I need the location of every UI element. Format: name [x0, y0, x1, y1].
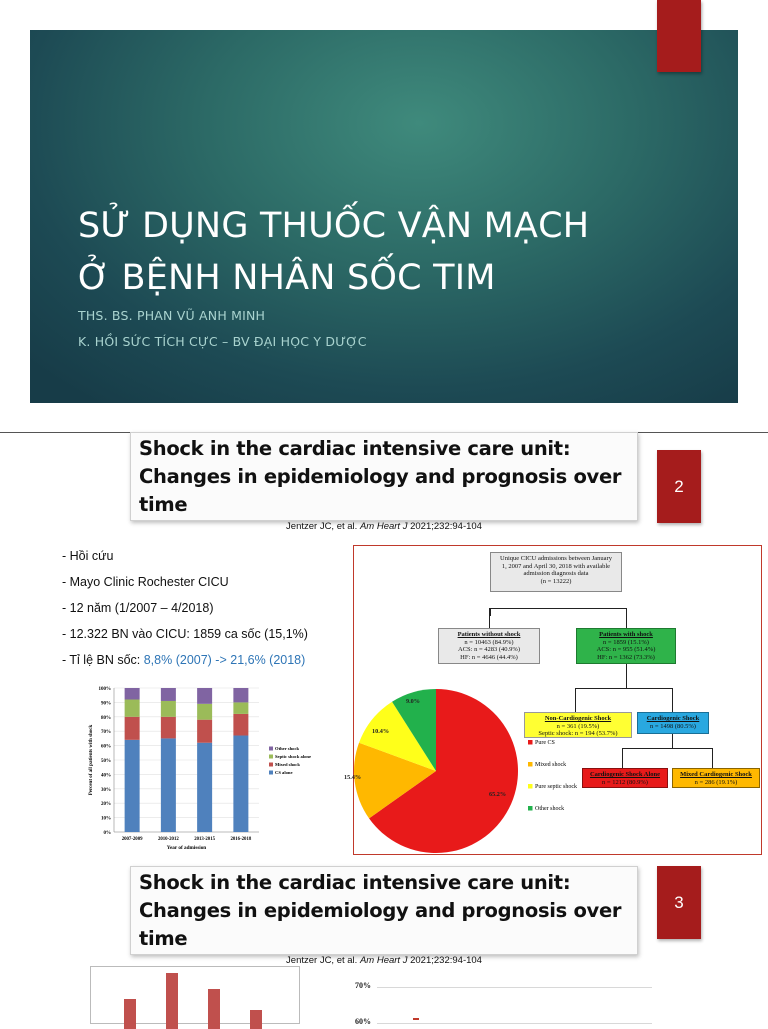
- y-axis-title: Percent of all patients with shock: [89, 724, 94, 796]
- connector-line: [626, 664, 627, 688]
- bar-segment: [233, 714, 248, 736]
- stacked-bar-chart: [86, 680, 336, 850]
- y-tick-label: 20%: [101, 802, 111, 808]
- slide2-heading-line1: Shock in the cardiac intensive care unit:: [139, 437, 571, 460]
- slide3-left-chart: [90, 966, 300, 1024]
- legend-swatch: [528, 784, 533, 789]
- citation-authors: Jentzer JC, et al.: [286, 955, 358, 966]
- connector-line: [490, 608, 491, 616]
- bullet-item: - 12 năm (1/2007 – 4/2018): [62, 601, 214, 615]
- bar-segment: [125, 688, 140, 700]
- flow-root-node: [490, 552, 622, 592]
- y-tick-label: 0%: [103, 831, 111, 836]
- bar-segment: [125, 740, 140, 832]
- slide-author: THS. BS. PHAN VŨ ANH MINH: [78, 308, 266, 323]
- y-tick-label: 60%: [355, 1017, 371, 1026]
- connector-line: [489, 608, 627, 609]
- legend-label: Pure CS: [535, 740, 555, 746]
- flow-node-line: ACS: n = 955 (51.4%): [596, 646, 656, 653]
- chart-bar: [124, 999, 136, 1029]
- citation-ref: 2021;232:94-104: [410, 955, 482, 966]
- chart-bar: [208, 989, 220, 1029]
- slide3-heading-line2: Changes in epidemiology and prognosis over: [139, 899, 622, 922]
- connector-line: [672, 688, 673, 712]
- slide2-number: 2: [657, 450, 701, 523]
- legend-swatch: [528, 762, 533, 767]
- pie-value-label: 15.4%: [344, 774, 362, 781]
- slide2-heading-line2: Changes in epidemiology and prognosis over: [139, 465, 622, 488]
- bar-segment: [161, 738, 176, 832]
- flow-node-line: n = 1859 (15.1%): [603, 638, 649, 646]
- flow-node-line: n = 361 (19.5%): [556, 722, 600, 730]
- legend-swatch: [269, 747, 273, 751]
- slide-title-line1: SỬ DỤNG THUỐC VẬN MẠCH: [78, 206, 590, 246]
- y-tick-label: 50%: [101, 759, 111, 764]
- flow-node-line: ACS: n = 4283 (40.9%): [458, 646, 520, 653]
- bullet-prefix: - Tỉ lệ BN sốc:: [62, 653, 144, 667]
- y-tick-label: 30%: [101, 787, 111, 793]
- legend-label: Mixed shock: [535, 762, 567, 768]
- slide-department: K. HỒI SỨC TÍCH CỰC – BV ĐẠI HỌC Y DƯỢC: [78, 334, 367, 349]
- slide2-citation: [0, 521, 768, 532]
- gridline: [377, 1023, 652, 1024]
- bar-segment: [233, 688, 248, 702]
- y-tick-label: 90%: [101, 701, 111, 707]
- flow-shock-node: [576, 628, 676, 664]
- flow-root-line: admission diagnosis data: [523, 570, 589, 577]
- flow-node-title: Non-Cardiogenic Shock: [544, 715, 612, 722]
- flow-root-line: (n = 13222): [540, 577, 572, 585]
- x-tick-label: 2016-2018: [230, 837, 252, 842]
- bar-segment: [125, 700, 140, 717]
- flow-node-title: Patients with shock: [599, 631, 653, 638]
- slide-title-line2: Ở BỆNH NHÂN SỐC TIM: [78, 258, 496, 298]
- slide3-right-chart: [355, 975, 655, 1024]
- flow-node-line: Septic shock: n = 194 (53.7%): [538, 730, 618, 737]
- slide3-heading: [130, 866, 638, 955]
- title-slide: [30, 30, 738, 403]
- x-tick-label: 2010-2012: [157, 837, 179, 842]
- flow-node-line: n = 286 (19.1%): [694, 778, 738, 786]
- legend-swatch: [269, 771, 273, 775]
- flow-root-line: Unique CICU admissions between January: [500, 555, 612, 562]
- flow-node-title: Cardiogenic Shock: [646, 715, 700, 722]
- legend-swatch: [528, 740, 533, 745]
- bar-segment: [197, 720, 212, 743]
- gridline: [377, 987, 652, 988]
- bullet-item: - 12.322 BN vào CICU: 1859 ca sốc (15,1%): [62, 627, 308, 641]
- pie-value-label: 10.4%: [372, 728, 390, 735]
- flow-node-title: Patients without shock: [457, 631, 521, 638]
- legend-label: Septic shock alone: [275, 754, 311, 759]
- x-tick-label: 2007-2009: [121, 837, 143, 842]
- slide3-heading-line1: Shock in the cardiac intensive care unit:: [139, 871, 571, 894]
- legend-label: Other shock: [275, 746, 300, 751]
- x-tick-label: 2013-2015: [194, 837, 216, 842]
- y-tick-label: 70%: [355, 981, 371, 990]
- flow-node-line: n = 1498 (80.5%): [650, 722, 696, 730]
- flow-node-line: n = 10463 (84.9%): [464, 638, 514, 646]
- flow-node-title: Mixed Cardiogenic Shock: [680, 771, 752, 778]
- flow-mixed-node: [672, 768, 760, 788]
- pie-chart: [344, 686, 604, 856]
- flow-node-line: HF: n = 1362 (73.3%): [597, 653, 655, 661]
- citation-ref: 2021;232:94-104: [410, 521, 482, 532]
- bar-segment: [161, 688, 176, 701]
- bar-segment: [125, 717, 140, 740]
- slide-accent-tab: [657, 0, 701, 72]
- flow-no-shock-node: [438, 628, 540, 664]
- flow-node-title: Cardiogenic Shock Alone: [589, 771, 661, 778]
- bullet-highlight: 8,8% (2007) -> 21,6% (2018): [143, 653, 306, 667]
- bar-segment: [233, 736, 248, 832]
- bar-segment: [197, 688, 212, 704]
- slide-title: [78, 200, 698, 304]
- bullet-item: - Mayo Clinic Rochester CICU: [62, 575, 229, 589]
- x-axis-title: Year of admission: [166, 845, 207, 851]
- bullet-item: [62, 651, 308, 677]
- chart-bar: [166, 973, 178, 1029]
- legend-swatch: [269, 763, 273, 767]
- y-tick-label: 10%: [101, 816, 111, 822]
- flow-root-line: 1, 2007 and April 30, 2018 with available: [501, 562, 611, 570]
- bullet-list: [62, 547, 308, 677]
- line-marker: [413, 1018, 419, 1020]
- citation-journal: Am Heart J: [359, 521, 408, 532]
- flow-node-line: HF: n = 4646 (44.4%): [460, 653, 518, 661]
- y-tick-label: 100%: [98, 687, 111, 692]
- bar-segment: [197, 704, 212, 720]
- bullet-item: - Hồi cứu: [62, 549, 114, 563]
- legend-swatch: [269, 755, 273, 759]
- citation-journal: Am Heart J: [359, 955, 408, 966]
- legend-swatch: [528, 806, 533, 811]
- pie-value-label: 65.2%: [489, 791, 507, 798]
- bar-segment: [161, 701, 176, 717]
- slide3-heading-line3: time: [139, 927, 188, 950]
- legend-label: Other shock: [535, 806, 565, 812]
- connector-line: [626, 608, 627, 628]
- connector-line: [712, 748, 713, 768]
- slide2-heading-line3: time: [139, 493, 188, 516]
- slide3-number: 3: [657, 866, 701, 939]
- flowchart-panel: [344, 545, 762, 855]
- bar-segment: [197, 743, 212, 832]
- connector-line: [622, 748, 623, 768]
- bar-segment: [233, 702, 248, 714]
- y-tick-label: 70%: [101, 730, 111, 736]
- y-tick-label: 60%: [101, 744, 111, 750]
- y-tick-label: 80%: [101, 715, 111, 721]
- connector-line: [622, 748, 712, 749]
- legend-label: Mixed shock: [275, 762, 300, 767]
- bar-segment: [161, 717, 176, 739]
- legend-label: Pure septic shock: [535, 784, 577, 790]
- slide2-heading: [130, 432, 638, 521]
- legend-label: CS alone: [275, 770, 293, 775]
- pie-value-label: 9.0%: [406, 698, 420, 705]
- y-tick-label: 40%: [101, 773, 111, 779]
- flow-node-line: n = 1212 (80.9%): [602, 778, 648, 786]
- slide3-citation: [0, 955, 768, 966]
- flow-cs-node: [637, 712, 709, 734]
- connector-line: [672, 734, 673, 748]
- connector-line: [489, 608, 490, 628]
- citation-authors: Jentzer JC, et al.: [286, 521, 358, 532]
- chart-bar: [250, 1010, 262, 1029]
